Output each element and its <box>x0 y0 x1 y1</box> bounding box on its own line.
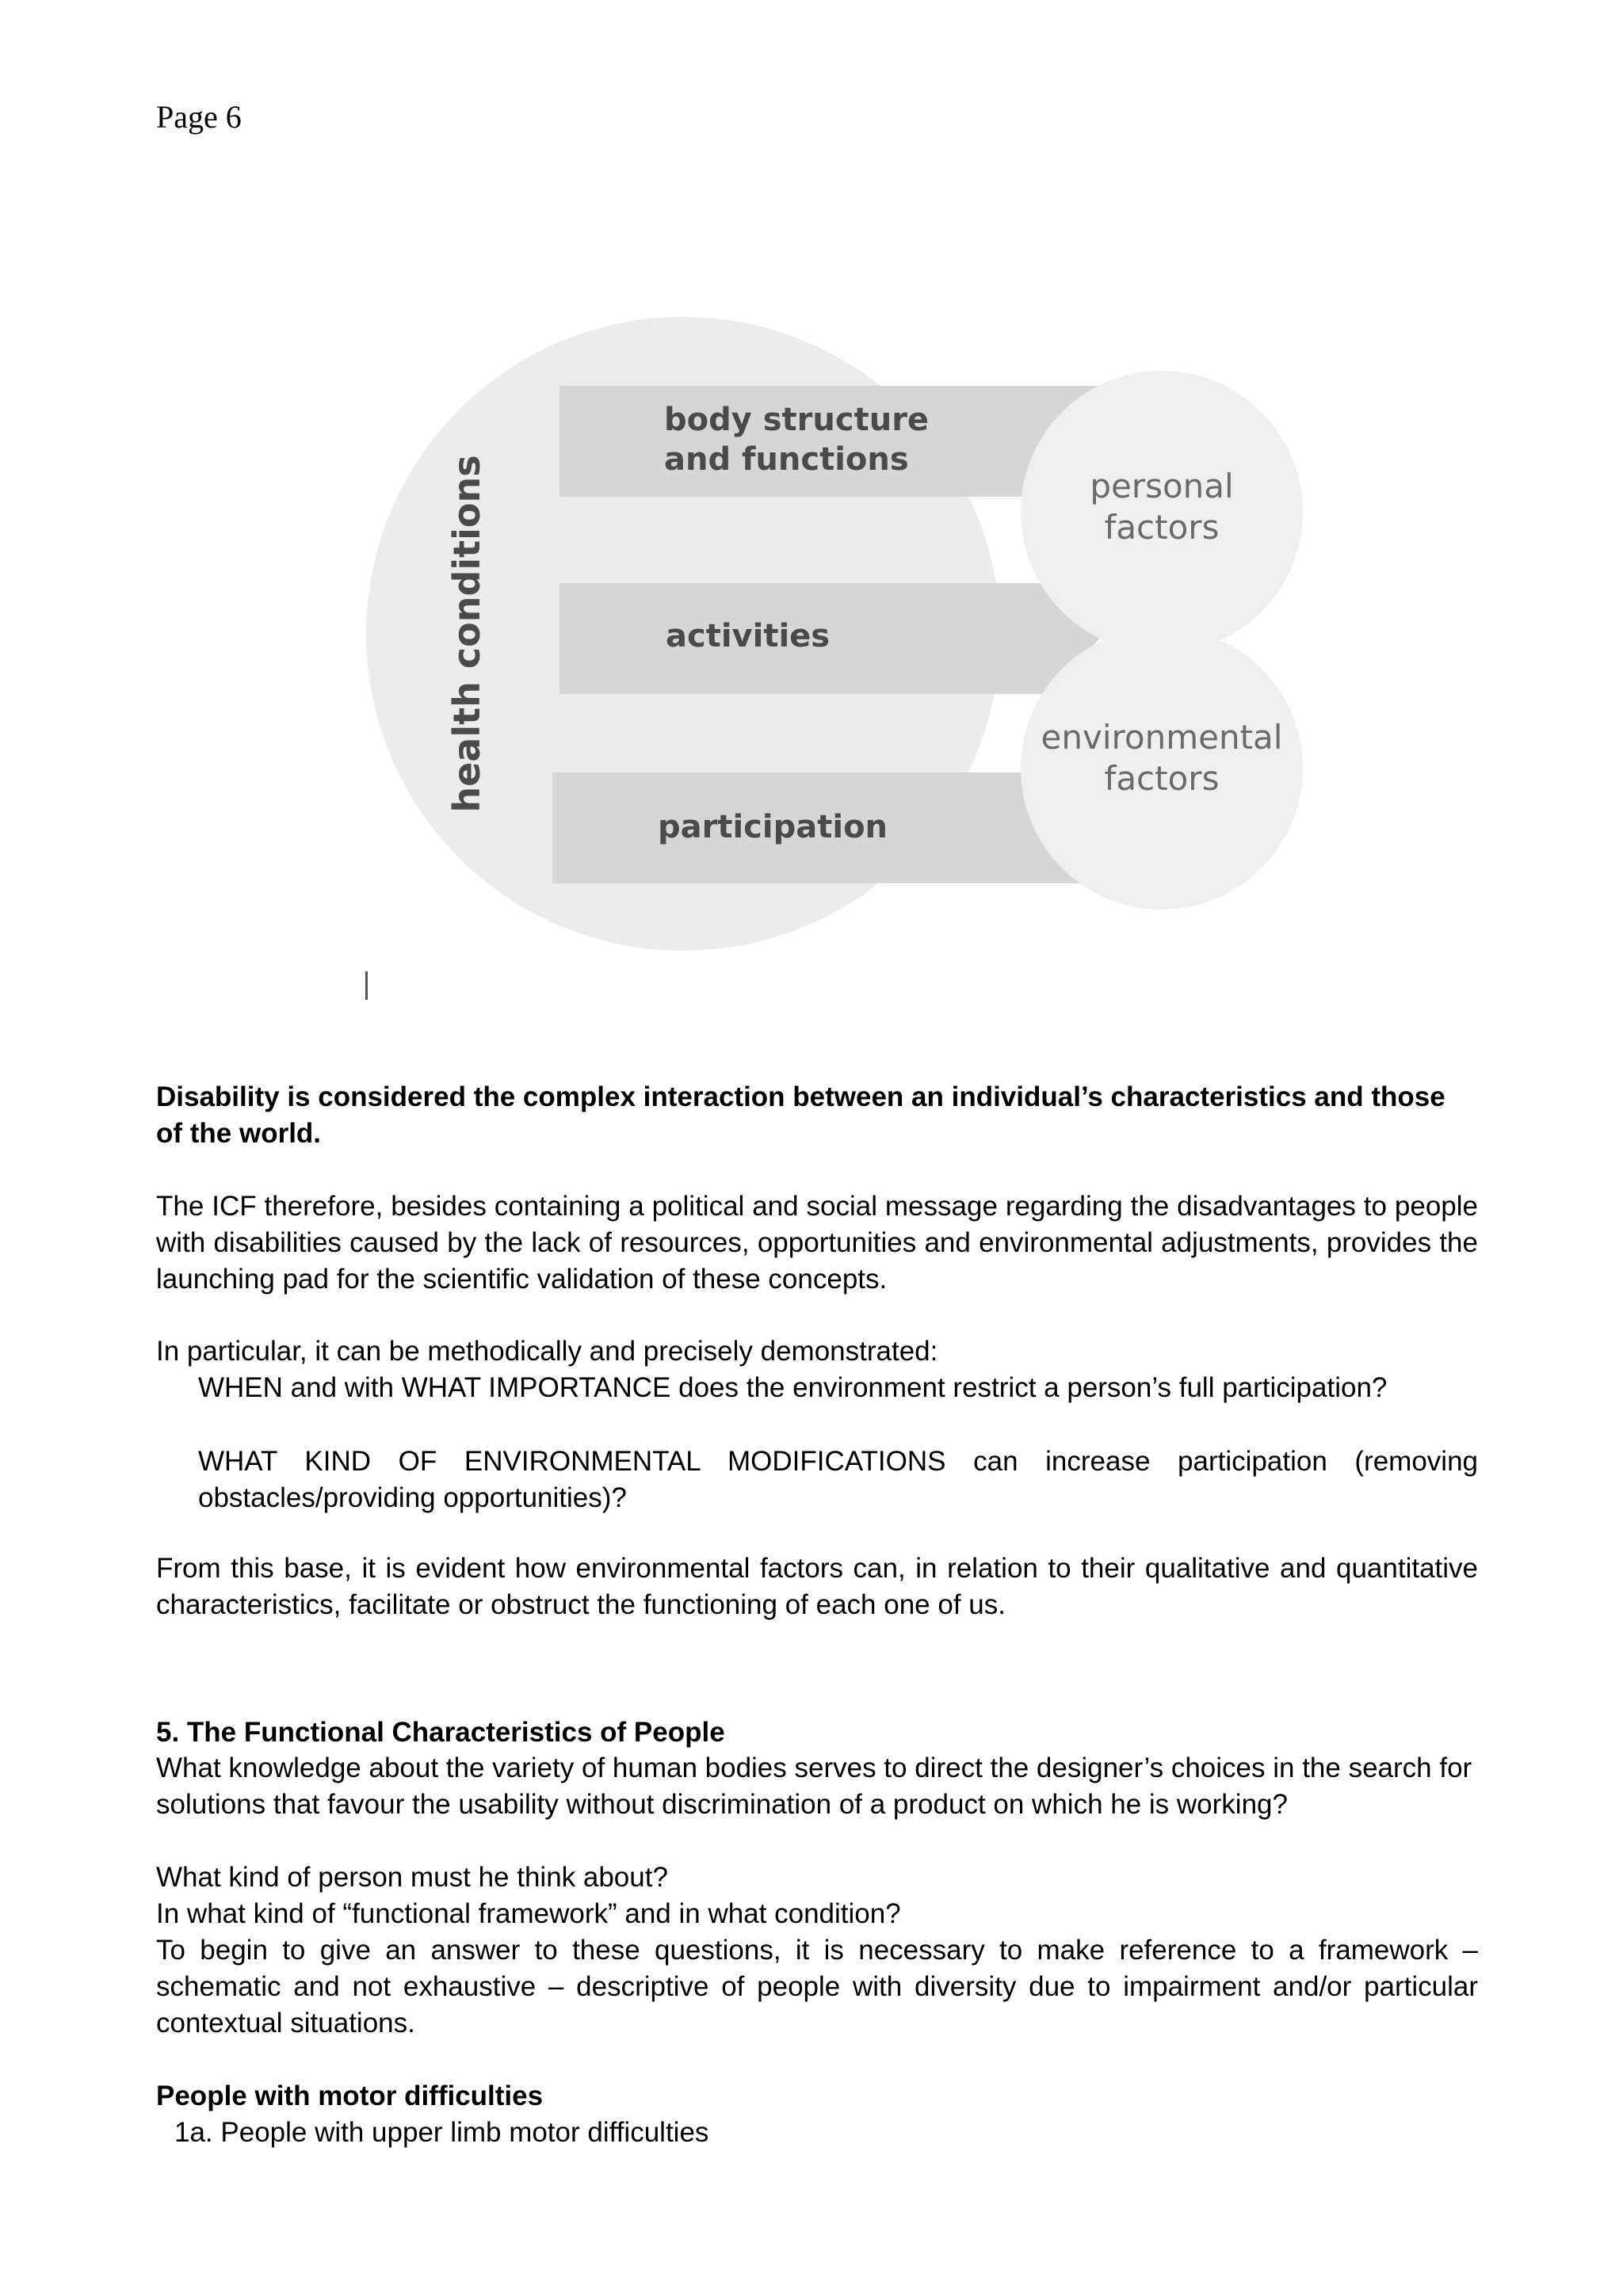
motor-heading: People with motor difficulties <box>156 2081 544 2111</box>
personal-factors-label-line2: factors <box>1104 508 1220 547</box>
base-paragraph: From this base, it is evident how environmental factors can, in relation to their qualitative and quantitative characteristics, facilitate or obstruct the functioning of each one of us. <box>156 1553 1478 1620</box>
environmental-factors-label-line1: environmental <box>1041 718 1283 757</box>
health-conditions-label: health conditions <box>445 455 488 813</box>
icf-paragraph: The ICF therefore, besides containing a political and social message regarding the disadvantages to people with disabilities caused by the lack of resources, opportunities and environmental adjustments, provides the launching pad for the scientific validation of these concepts. <box>156 1191 1478 1295</box>
icf-diagram <box>0 0 1623 1030</box>
environmental-factors-label-line2: factors <box>1104 759 1220 798</box>
activities-label: activities <box>666 618 831 654</box>
motor-item-1a: 1a. People with upper limb motor difficulties <box>174 2117 709 2148</box>
section5-answer: To begin to give an answer to these questions, it is necessary to make reference to a framework – schematic and not exhaustive – descriptive of people with diversity due to impairment and/or particular contextual situations. <box>156 1935 1478 2039</box>
particular-intro: In particular, it can be methodically and precisely demonstrated: <box>156 1336 938 1367</box>
text-cursor-mark <box>365 971 368 1000</box>
disability-statement: Disability is considered the complex interaction between an individual’s characteristics and those of the world. <box>156 1081 1445 1149</box>
question-when: WHEN and with WHAT IMPORTANCE does the environment restrict a person’s full participation? <box>198 1372 1388 1403</box>
factors-bridge <box>1109 618 1214 662</box>
body-structure-label-line1: body structure <box>664 402 930 438</box>
page-number: Page 6 <box>156 99 242 135</box>
section5-question-knowledge: What knowledge about the variety of human bodies serves to direct the designer’s choices in the search for solutions that favour the usability without discrimination of a product on which he is working? <box>156 1753 1472 1820</box>
section5-question-framework: In what kind of “functional framework” and in what condition? <box>156 1898 901 1929</box>
section5-question-person: What kind of person must he think about? <box>156 1862 668 1893</box>
personal-factors-label-line1: personal <box>1090 467 1234 505</box>
body-structure-label-line2: and functions <box>664 441 909 478</box>
participation-label: participation <box>658 809 888 845</box>
section5-heading: 5. The Functional Characteristics of People <box>156 1717 725 1748</box>
question-what-kind: WHAT KIND OF ENVIRONMENTAL MODIFICATIONS can increase participation (removing obstacles/providing opportunities)? <box>198 1446 1478 1513</box>
